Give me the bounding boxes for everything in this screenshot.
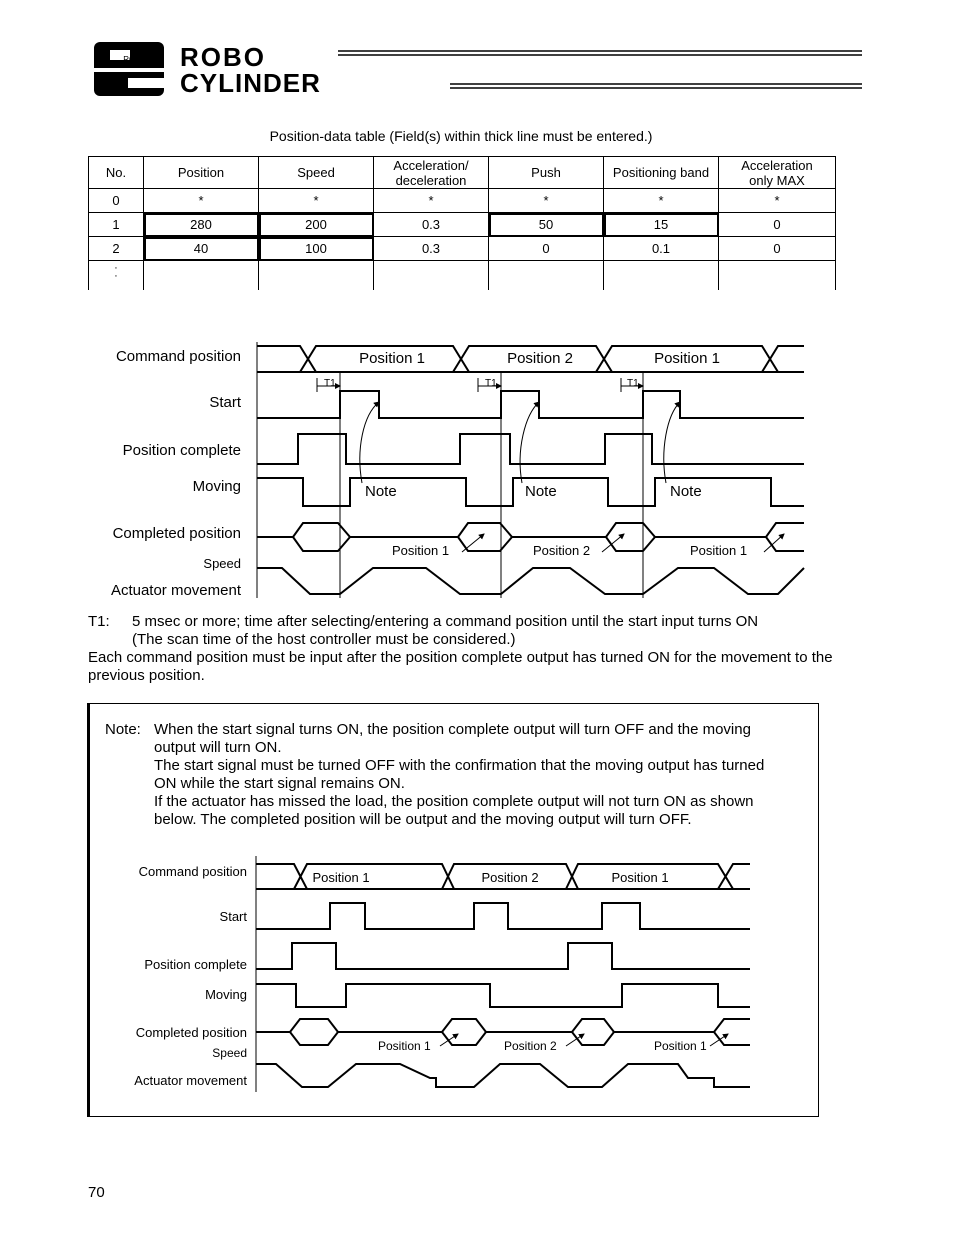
note-arrows [360,402,680,483]
table-caption: Position-data table (Field(s) within thick line must be entered.) [269,128,653,144]
header-push: Push [489,157,604,189]
table-cell [259,261,374,291]
header-acceleration: Acceleration/ deceleration [374,157,489,189]
t1-markers [317,378,643,392]
table-cell: 2 [89,237,144,261]
t1-line-1: 5 msec or more; time after selecting/entering a command position until the start input turns ON [132,613,759,630]
logo-text-cylinder: CYLINDER [180,68,321,98]
table-cell [489,261,604,291]
table-cell: 15 [604,213,719,237]
timing-diagram-2 [88,704,818,1116]
completed-position-label: Position 1 [690,543,748,558]
header-no: No. [89,157,144,189]
table-cell: 0 [89,189,144,213]
position-complete-signal [257,434,804,464]
table-row [89,237,836,261]
label-speed: Speed [212,1046,247,1060]
timing-diagram-2-svg [88,704,818,1116]
note-line: If the actuator has missed the load, the position complete output will not turn ON as shown [154,793,754,810]
table-cell: * [604,189,719,213]
note-line: ON while the start signal remains ON. [154,775,405,792]
note-line: The start signal must be turned OFF with the confirmation that the moving output has turned [154,757,765,774]
t1-label: T1 [485,378,497,389]
table-row-continuation [89,261,836,291]
label-position-complete: Position complete [122,442,241,459]
label-completed-position: Completed position [135,1025,247,1040]
completed-position-label: Position 1 [392,543,450,558]
table-cell: 0 [719,237,836,261]
rc-logo-mark [94,42,164,96]
command-segment-label: Position 2 [507,350,573,367]
note-box [87,703,819,1117]
command-segment-label: Position 1 [312,870,370,885]
command-segment-label: Position 1 [359,350,425,367]
label-speed: Speed [203,556,241,571]
note-line: output will turn ON. [154,739,282,756]
table-cell [604,261,719,291]
table-cell [719,261,836,291]
position-complete-signal [256,943,750,969]
label-actuator-movement: Actuator movement [134,1073,247,1088]
table-cell: * [489,189,604,213]
label-command-position: Command position [115,348,241,365]
continuation-dots: · · [114,262,118,282]
label-command-position: Command position [138,864,247,879]
position-data-table [88,156,836,290]
note-prefix: Note: [105,721,141,738]
table-header-row [89,157,836,189]
table-cell: 0.3 [374,237,489,261]
table-cell [374,261,489,291]
label-start: Start [219,909,247,924]
label-actuator-movement: Actuator movement [110,582,241,599]
table-cell: * [259,189,374,213]
table-cell: 40 [144,237,259,261]
logo-text-robo: ROBO [180,42,266,72]
table-row [89,189,836,213]
table-cell: 100 [259,237,374,261]
table-cell: 0.3 [374,213,489,237]
table-row [89,213,836,237]
note-line: When the start signal turns ON, the position complete output will turn OFF and the moving [154,721,751,738]
table-cell [144,261,259,291]
actuator-speed-profile [256,1064,750,1087]
header-speed: Speed [259,157,374,189]
table-cell: * [374,189,489,213]
header-acceleration-max: Acceleration only MAX [719,157,836,189]
label-moving: Moving [205,987,247,1002]
timing-diagram-1 [88,330,808,605]
logo-mark-text: RC [123,55,135,64]
note-line: below. The completed position will be output and the moving output will turn OFF. [154,811,692,828]
table-cell: 280 [144,213,259,237]
table-cell: * [144,189,259,213]
completed-position-label: Position 2 [504,1039,557,1053]
t1-line-2: (The scan time of the host controller must be considered.) [132,631,516,648]
table-cell: 0.1 [604,237,719,261]
label-moving: Moving [192,478,241,495]
note-label: Note [365,483,397,500]
label-completed-position: Completed position [112,525,241,542]
table-cell: 50 [489,213,604,237]
table-cell: 1 [89,213,144,237]
completed-position-label: Position 2 [533,543,591,558]
table-cell [89,261,144,291]
robo-cylinder-logo [92,40,864,100]
command-segment-label: Position 1 [611,870,669,885]
command-segment-label: Position 1 [654,350,720,367]
command-segment-label: Position 2 [481,870,539,885]
moving-signal [256,984,750,1007]
note-label: Note [670,483,702,500]
table-cell: 0 [489,237,604,261]
completed-position-label: Position 1 [654,1039,707,1053]
timing-diagram-1-svg [88,330,808,605]
para-line-1: Each command position must be input after the position complete output has turned ON for the movement to the [88,649,833,666]
label-start: Start [209,394,241,411]
completed-position-label: Position 1 [378,1039,431,1053]
t1-label: T1 [324,378,336,389]
logo-rule-top [338,51,862,55]
table-cell: * [719,189,836,213]
actuator-speed-profile [257,568,804,594]
header-positioning-band: Positioning band [604,157,719,189]
table-cell: 200 [259,213,374,237]
logo-rule-bottom [450,84,862,88]
t1-prefix: T1: [88,613,110,630]
header-position: Position [144,157,259,189]
t1-label: T1 [627,378,639,389]
start-signal [256,903,750,929]
page-number: 70 [88,1184,105,1201]
label-position-complete: Position complete [144,957,247,972]
table-cell: 0 [719,213,836,237]
para-line-2: previous position. [88,667,205,684]
note-label: Note [525,483,557,500]
